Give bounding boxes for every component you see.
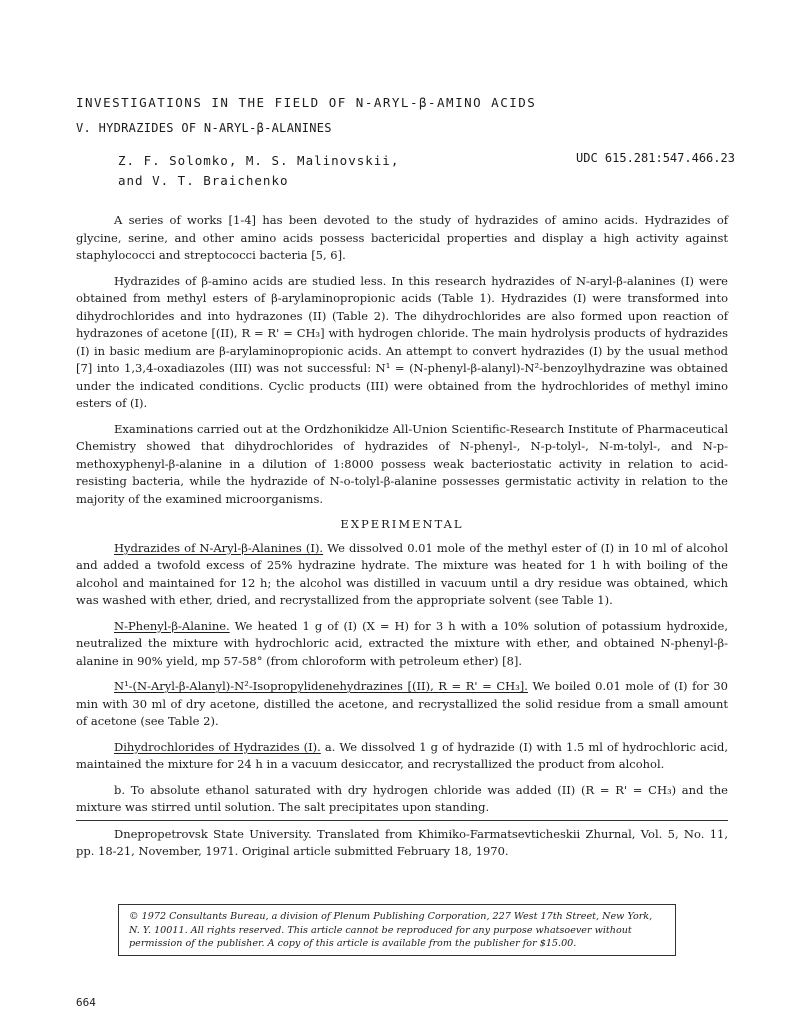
authors-line-2: and V. T. Braichenko <box>118 173 289 188</box>
paragraph-intro: A series of works [1-4] has been devoted to the study of hydrazides of amino acids. Hydrazides of glycine, serine, and other amino acids possess bactericidal properties and display a high activity against staphylococci and streptococci bacteria [5, 6]. <box>76 213 728 262</box>
authors <box>118 151 498 191</box>
section-heading-experimental: EXPERIMENTAL <box>340 517 464 531</box>
paragraph-dihydrochlorides-b: b. To absolute ethanol saturated with dry hydrogen chloride was added (II) (R = R' = CH₃) and the mixture was stirred until solution. The salt precipitates upon standing. <box>76 782 728 814</box>
text-dihydrochlorides-a: a. We dissolved 1 g of hydrazide (I) with 1.5 ml of hydrochloric acid, maintained the mixture for 24 h in a vacuum desiccator, and recrystallized the product from alcohol. <box>76 739 728 771</box>
paragraph-isopropylidenehydrazines <box>76 678 728 731</box>
paragraph-phenyl-alanine <box>76 618 728 671</box>
footnote: Dnepropetrovsk State University. Translated from Khimiko-Farmatsevticheskii Zhurnal, Vol. 5, No. 11, pp. 18-21, November, 1971. Original article submitted February 18, 1970. <box>76 827 728 858</box>
udc-code: UDC 615.281:547.466.23 <box>576 151 735 165</box>
copyright-notice: © 1972 Consultants Bureau, a division of Plenum Publishing Corporation, 227 West 17th Street, New York, N. Y. 10011. All rights reserved. This article cannot be reproduced for any purpose whatsoever without permission of the publisher. A copy of this article is available from the publisher for $15.00. <box>118 904 676 956</box>
paragraph-examinations: Examinations carried out at the Ordzhonikidze All-Union Scientific-Research Institute of Pharmaceutical Chemistry showed that dihydrochlorides of hydrazides of N-phenyl-, N-p-tolyl-, N-m-tolyl-, and N-p-methoxyphenyl-β-alanine in a dilution of 1:8000 possess weak bacteriostatic activity in relation to acid-resisting bacteria, while the hydrazide of N-o-tolyl-β-alanine possesses germistatic activity in relation to the majority of the examined microorganisms. <box>76 421 728 506</box>
article-body <box>76 212 728 825</box>
footnote-divider <box>76 820 728 821</box>
series-title: INVESTIGATIONS IN THE FIELD OF N-ARYL-β-AMINO ACIDS <box>76 95 537 110</box>
text-hydrazides: We dissolved 0.01 mole of the methyl ester of (I) in 10 ml of alcohol and added a twofold excess of 25% hydrazine hydrate. The mixture was heated for 1 h with boiling of the alcohol and maintained for 12 h; the alcohol was distilled in vacuum until a dry residue was obtained, which was washed with ether, dried, and recrystallized from the appropriate solvent (see Table 1). <box>76 540 729 607</box>
page-number: 664 <box>76 996 96 1009</box>
subheading-hydrazides: Hydrazides of N-Aryl-β-Alanines (I). <box>114 540 324 555</box>
subheading-phenyl-alanine: N-Phenyl-β-Alanine. <box>114 618 230 633</box>
authors-line-1: Z. F. Solomko, M. S. Malinovskii, <box>118 153 400 168</box>
article-title: V. HYDRAZIDES OF N-ARYL-β-ALANINES <box>76 121 332 135</box>
paragraph-hydrazides <box>76 540 728 610</box>
subheading-dihydrochlorides: Dihydrochlorides of Hydrazides (I). <box>114 739 321 754</box>
text-phenyl-alanine: We heated 1 g of (I) (X = H) for 3 h with a 10% solution of potassium hydroxide, neutralized the mixture with hydrochloric acid, extracted the mixture with ether, and obtained N-phenyl-β-alanine in 90% yield, mp 57-58° (from chloroform with petroleum ether) [8]. <box>76 618 728 668</box>
subheading-isopropylidenehydrazines: N¹-(N-Aryl-β-Alanyl)-N²-Isopropylidenehydrazines [(II), R = R' = CH₃]. <box>114 679 528 693</box>
paragraph-dihydrochlorides <box>76 739 728 774</box>
paragraph-results: Hydrazides of β-amino acids are studied less. In this research hydrazides of N-aryl-β-alanines (I) were obtained from methyl esters of β-arylaminopropionic acids (Table 1). Hydrazides (I) were transformed into dihydrochlorides and into hydrazones (II) (Table 2). The dihydrochlorides are also formed upon reaction of hydrazones of acetone [(II), R = R' = CH₃] with hydrogen chloride. The main hydrolysis products of hydrazides (I) in basic medium are β-arylaminopropionic acids. An attempt to convert hydrazides (I) by the usual method [7] into 1,3,4-oxadiazoles (III) was not successful: N¹ = (N-phenyl-β-alanyl)-N²-benzoylhydrazine was obtained under the indicated conditions. Cyclic products (III) were obtained from the hydrochlorides of methyl imino esters of (I). <box>76 273 728 410</box>
text-isopropylidenehydrazines: We boiled 0.01 mole of (I) for 30 min with 30 ml of dry acetone, distilled the acetone, and recrystallized the solid residue from a small amount of acetone (see Table 2). <box>76 679 728 728</box>
